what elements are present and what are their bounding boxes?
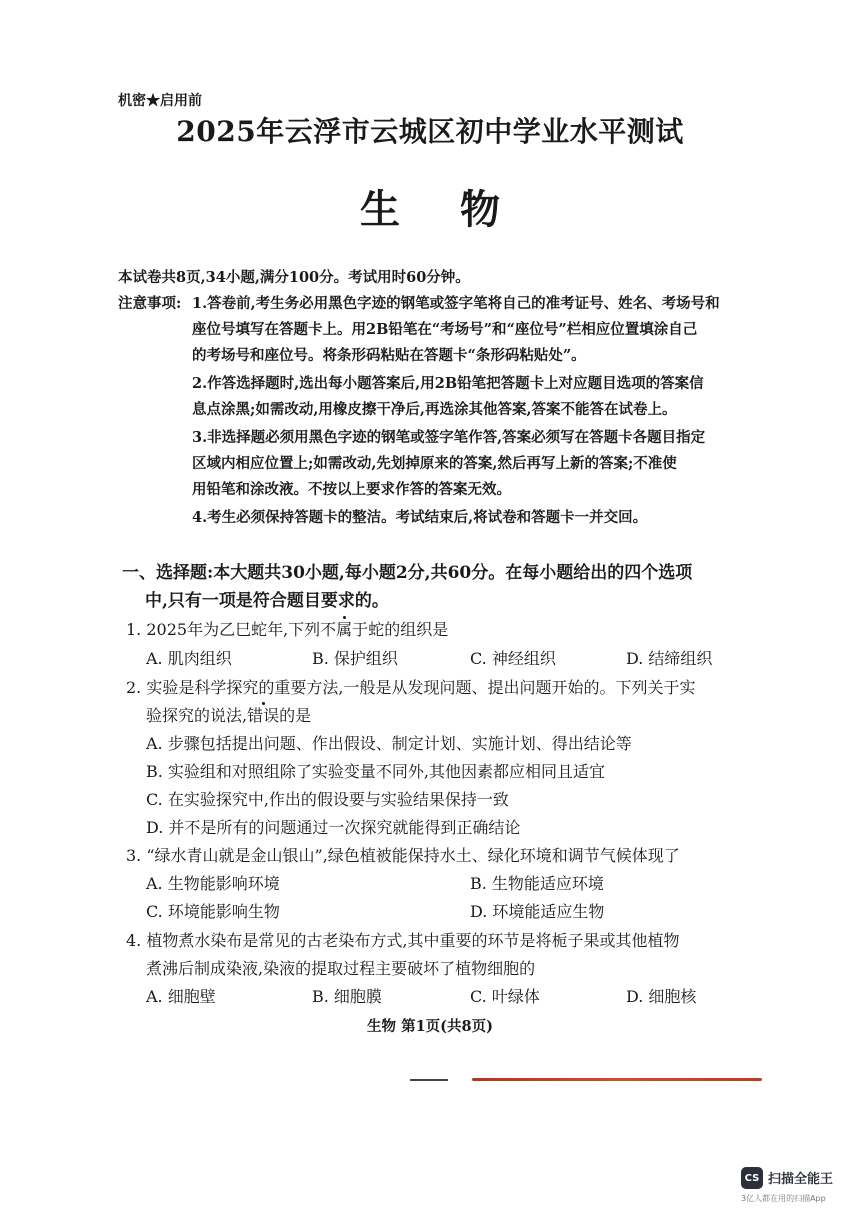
question-2-stem-text: 验探究的说法, (146, 706, 248, 725)
question-1-option-a: A. 肌肉组织 (146, 649, 232, 668)
question-2-stem: 2. 实验是科学探究的重要方法,一般是从发现问题、提出问题开始的。下列关于实 (126, 678, 696, 697)
question-2-option-d: D. 并不是所有的问题通过一次探究就能得到正确结论 (146, 818, 521, 837)
page-footer: 生物 第1页(共8页) (367, 1018, 493, 1035)
exam-title: 2025年云浮市云城区初中学业水平测试 (176, 115, 684, 148)
section-heading-cont: 中,只有一项是符合题目要求的。 (145, 591, 389, 611)
note-line: 的考场号和座位号。将条形码粘贴在答题卡“条形码粘贴处”。 (192, 347, 586, 364)
note-line: 用铅笔和涂改液。不按以上要求作答的答案无效。 (192, 481, 511, 498)
question-2-stem-cont (146, 703, 311, 726)
question-4-option-c: C. 叶绿体 (470, 987, 540, 1006)
watermark-app-name: 扫描全能王 (768, 1172, 834, 1187)
question-1-option-c: C. 神经组织 (470, 649, 556, 668)
question-2-option-b: B. 实验组和对照组除了实验变量不同外,其他因素都应相同且适宜 (146, 762, 606, 781)
question-4-option-a: A. 细胞壁 (146, 987, 216, 1006)
scan-artifact-red-line (472, 1078, 762, 1081)
question-4-stem-cont: 煮沸后制成染液,染液的提取过程主要破坏了植物细胞的 (146, 959, 536, 978)
question-1-stem-text-end: 蛇的组织是 (368, 620, 449, 639)
watermark-tagline: 3亿人都在用的扫描App (741, 1194, 826, 1203)
question-1-option-d: D. 结缔组织 (626, 649, 713, 668)
camscanner-logo-icon: CS (741, 1167, 763, 1189)
note-line: 区域内相应位置上;如需改动,先划掉原来的答案,然后再写上新的答案;不准使 (192, 455, 677, 472)
note-line: 息点涂黑;如需改动,用橡皮擦干净后,再选涂其他答案,答案不能答在试卷上。 (192, 401, 677, 418)
question-3-option-c: C. 环境能影响生物 (146, 902, 280, 921)
question-4-stem: 4. 植物煮水染布是常见的古老染布方式,其中重要的环节是将栀子果或其他植物 (126, 931, 680, 950)
note-line: 3.非选择题必须用黑色字迹的钢笔或签字笔作答,答案必须写在答题卡各题目指定 (192, 429, 706, 446)
question-3-stem: 3. “绿水青山就是金山银山”,绿色植被能保持水土、绿化环境和调节气候体现了 (126, 846, 680, 865)
question-2-emphasis: 错误 (247, 706, 280, 725)
question-1-emph-text: 不属于 (320, 620, 369, 639)
section-heading: 一、选择题:本大题共30小题,每小题2分,共60分。在每小题给出的四个选项 (122, 563, 693, 583)
question-1-emphasis (320, 620, 368, 639)
scan-artifact-line (410, 1079, 448, 1081)
question-2-option-a: A. 步骤包括提出问题、作出假设、制定计划、实施计划、得出结论等 (146, 734, 632, 753)
question-2-stem-text-end: 的是 (279, 706, 312, 725)
question-1-stem (126, 617, 448, 640)
subject-title: 生物 (360, 186, 560, 233)
question-4-option-b: B. 细胞膜 (312, 987, 382, 1006)
question-1-stem-text: 1. 2025年为乙巳蛇年,下列 (126, 620, 321, 639)
question-4-option-d: D. 细胞核 (626, 987, 697, 1006)
note-line: 座位号填写在答题卡上。用2B铅笔在“考场号”和“座位号”栏相应位置填涂自己 (192, 321, 698, 338)
note-line: 4.考生必须保持答题卡的整洁。考试结束后,将试卷和答题卡一并交回。 (192, 509, 648, 526)
note-line: 2.作答选择题时,选出每小题答案后,用2B铅笔把答题卡上对应题目选项的答案信 (192, 375, 704, 392)
note-line: 1.答卷前,考生务必用黑色字迹的钢笔或签字笔将自己的准考证号、姓名、考场号和 (192, 295, 720, 312)
question-3-option-d: D. 环境能适应生物 (470, 902, 605, 921)
exam-intro: 本试卷共8页,34小题,满分100分。考试用时60分钟。 (118, 269, 470, 286)
question-2-option-c: C. 在实验探究中,作出的假设要与实验结果保持一致 (146, 790, 509, 809)
confidential-label: 机密★启用前 (118, 93, 202, 109)
notes-label: 注意事项: (118, 295, 182, 312)
question-3-option-a: A. 生物能影响环境 (146, 874, 280, 893)
question-1-option-b: B. 保护组织 (312, 649, 398, 668)
question-3-option-b: B. 生物能适应环境 (470, 874, 604, 893)
